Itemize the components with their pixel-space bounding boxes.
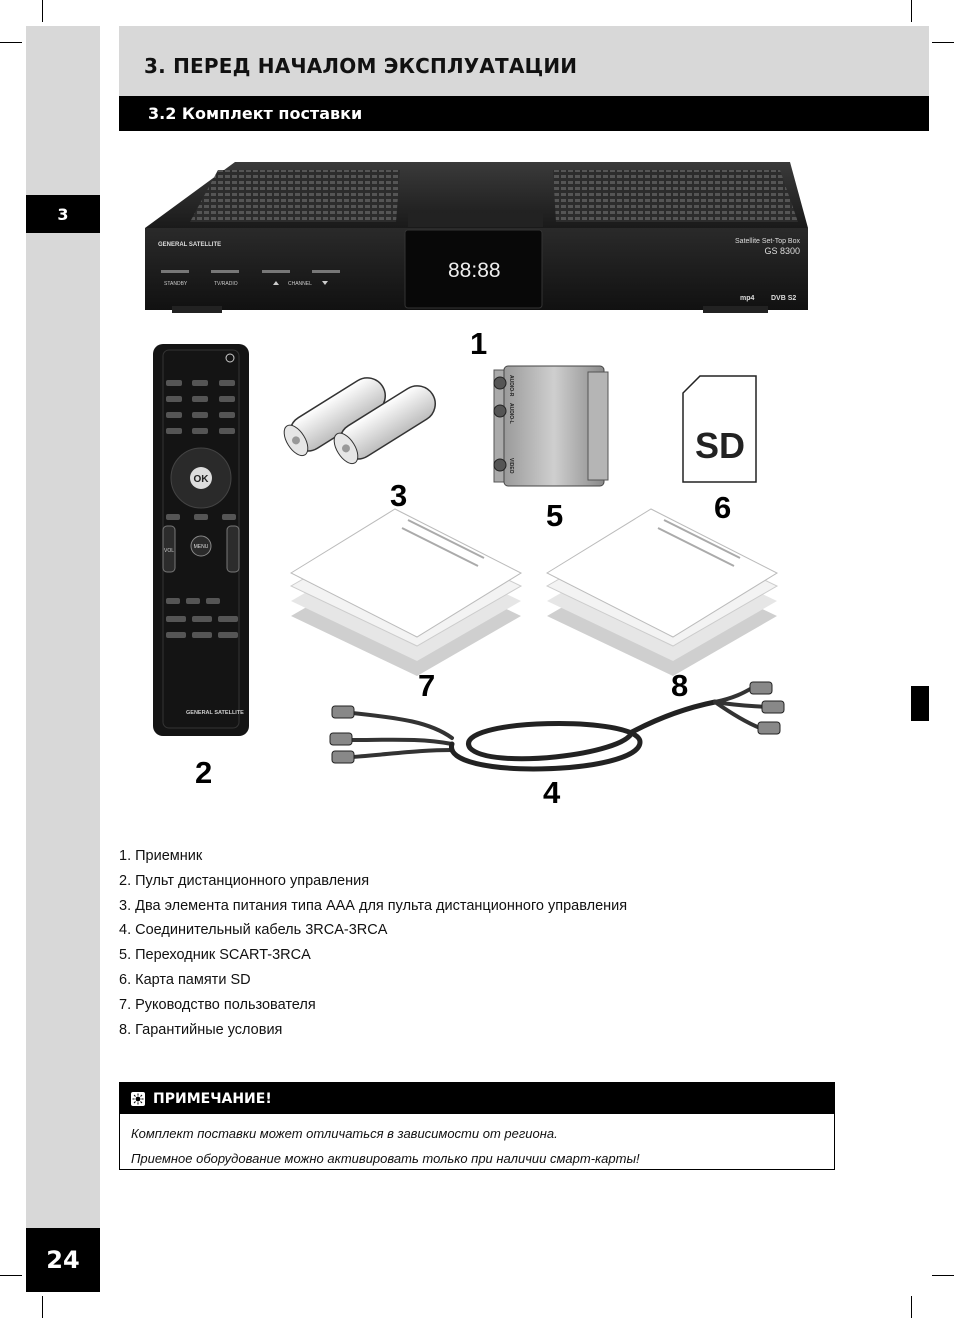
list-item: 4. Соединительный кабель 3RCA-3RCA [119,922,388,939]
crop-mark [42,1296,43,1318]
sd-card-label: SD [694,425,746,466]
remote-image [153,344,249,736]
list-item: 3. Два элемента питания типа ААА для пульта дистанционного управления [119,897,628,914]
page-number: 24 [26,1228,100,1292]
sd-card-image [683,376,756,482]
mp4-badge: mp4 [740,295,755,302]
callout-8: 8 [671,668,689,703]
callout-1: 1 [470,326,488,361]
crop-mark [932,1275,954,1276]
standby-label: STANDBY [164,281,188,287]
list-item: 6. Карта памяти SD [119,971,251,988]
channel-label: CHANNEL [288,281,312,287]
adapter-label-audio-r: AUDIO-R [508,375,514,397]
remote-menu-label: MENU [193,544,209,550]
batteries-image [279,371,442,468]
chapter-title: 3. ПЕРЕД НАЧАЛОМ ЭКСПЛУАТАЦИИ [144,54,578,78]
crop-mark [0,1275,22,1276]
note-box [119,1082,835,1170]
led-display: 88:88 [448,259,501,282]
note-sun-icon [131,1092,145,1106]
crop-mark [911,1296,912,1318]
product-line: Satellite Set-Top Box [735,238,800,245]
list-item: 5. Переходник SCART-3RCA [119,947,311,964]
scart-adapter-image [494,366,608,486]
chapter-tab: 3 [26,195,100,233]
receiver-brand: GENERAL SATELLITE [158,242,222,248]
callout-2: 2 [195,755,213,790]
callout-3: 3 [390,478,408,513]
list-item: 2. Пульт дистанционного управления [119,872,370,889]
model-name: GS 8300 [764,246,800,256]
dvb-badge: DVB S2 [771,295,797,302]
remote-ok-label: OK [193,474,209,485]
callout-7: 7 [418,668,436,703]
section-title: 3.2 Комплект поставки [148,104,363,123]
tv-radio-label: TV/RADIO [214,281,238,287]
callout-5: 5 [546,498,564,533]
remote-vol-label: VOL [163,548,175,554]
adapter-label-video: VIDEO [508,458,514,474]
list-item: 7. Руководство пользователя [119,996,316,1013]
list-item: 1. Приемник [119,848,203,864]
adapter-label-audio-l: AUDIO-L [508,403,514,424]
warranty-image [547,509,777,676]
note-header [120,1083,834,1114]
note-line: Комплект поставки может отличаться в зависимости от региона. [131,1126,558,1141]
contents-list [119,846,627,1044]
receiver-image [145,162,808,313]
note-title: ПРИМЕЧАНИЕ! [153,1090,272,1107]
list-item: 8. Гарантийные условия [119,1021,283,1038]
rca-cable-image [330,682,784,769]
note-body [120,1114,834,1171]
callout-4: 4 [543,775,561,810]
user-manual-image [291,509,521,676]
callout-6: 6 [714,490,732,525]
remote-brand: GENERAL SATELLITE [186,710,244,716]
note-line: Приемное оборудование можно активировать только при наличии смарт-карты! [131,1151,640,1166]
